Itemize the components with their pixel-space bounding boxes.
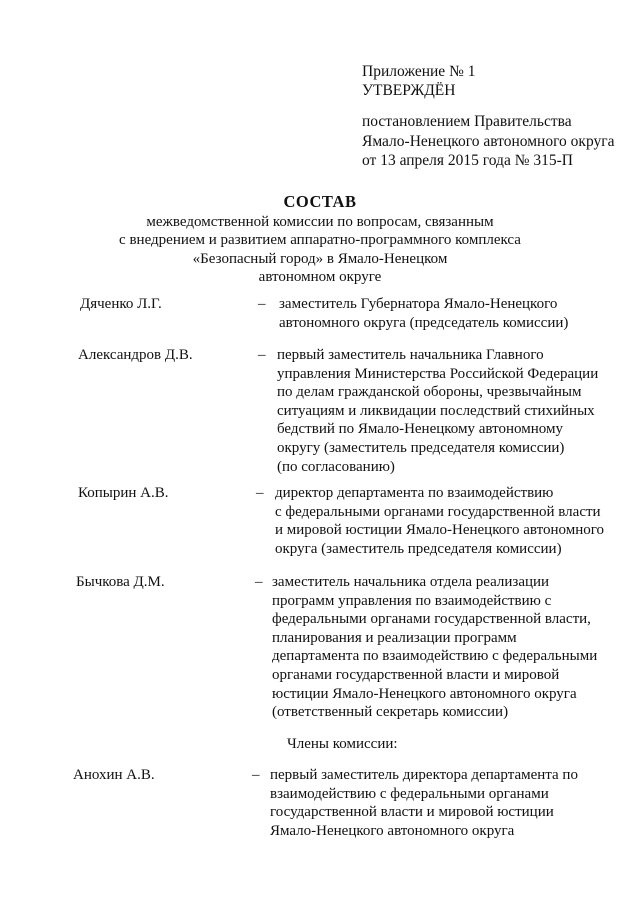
position-line: управления Министерства Российской Федерации	[277, 365, 599, 382]
dash-separator: –	[252, 767, 260, 783]
subtitle-line: межведомственной комиссии по вопросам, связанным	[146, 213, 494, 230]
position-line: первый заместитель директора департамента по	[270, 767, 578, 783]
dash-separator: –	[255, 574, 263, 590]
position-line: с федеральными органами государственной власти	[275, 503, 601, 520]
member-name: Бычкова Д.М.	[76, 574, 165, 590]
decree-reference	[362, 112, 614, 171]
approval-block	[362, 62, 614, 171]
dash-separator: –	[258, 347, 266, 363]
member-name: Анохин А.В.	[73, 767, 155, 783]
dash-separator: –	[256, 485, 264, 501]
position-line: департамента по взаимодействию с федеральными	[272, 648, 598, 665]
member-position	[275, 484, 604, 558]
decree-line: Ямало-Ненецкого автономного округа	[362, 132, 615, 150]
approved-stamp-text: УТВЕРЖДЁН	[362, 82, 456, 99]
position-line: автономного округа (председатель комиссии)	[279, 314, 569, 331]
position-line: ситуациям и ликвидации последствий стихийных	[277, 402, 595, 419]
position-line: и мировой юстиции Ямало-Ненецкого автономного	[275, 522, 605, 539]
position-line: Ямало-Ненецкого автономного округа	[270, 822, 515, 839]
position-line: заместитель Губернатора Ямало-Ненецкого	[279, 296, 558, 312]
document-title-block	[0, 193, 640, 287]
member-name: Дяченко Л.Г.	[80, 296, 162, 312]
position-line: по делам гражданской обороны, чрезвычайным	[277, 384, 582, 401]
dash-separator: –	[258, 296, 266, 312]
position-line: (по согласованию)	[277, 458, 395, 475]
subtitle-line: автономном округе	[258, 269, 382, 285]
member-position	[270, 766, 578, 840]
position-line: органами государственной власти и мировой	[272, 666, 560, 683]
position-line: программ управления по взаимодействию с	[272, 592, 552, 609]
subtitle-line: с внедрением и развитием аппаратно-программного комплекса	[119, 232, 521, 248]
position-line: округу (заместитель председателя комиссии)	[277, 439, 565, 456]
position-line: юстиции Ямало-Ненецкого автономного округа	[272, 685, 577, 702]
position-line: округа (заместитель председателя комиссии)	[275, 540, 562, 557]
decree-line: от 13 апреля 2015 года № 315-П	[362, 152, 573, 169]
position-line: (ответственный секретарь комиссии)	[272, 704, 509, 721]
appendix-number: Приложение № 1	[362, 63, 476, 80]
member-position	[272, 573, 597, 722]
position-line: директор департамента по взаимодействию	[275, 485, 554, 501]
position-line: планирования и реализации программ	[272, 629, 517, 646]
member-name: Александров Д.В.	[78, 347, 193, 363]
member-position	[277, 346, 598, 476]
members-section-label: Члены комиссии:	[287, 736, 398, 752]
member-position	[279, 295, 568, 332]
subtitle-line: «Безопасный город» в Ямало-Ненецком	[192, 250, 448, 267]
document-title: СОСТАВ	[283, 192, 357, 211]
position-line: государственной власти и мировой юстиции	[270, 804, 554, 821]
position-line: взаимодействию с федеральными органами	[270, 785, 549, 802]
position-line: первый заместитель начальника Главного	[277, 347, 544, 363]
position-line: заместитель начальника отдела реализации	[272, 574, 550, 590]
position-line: федеральными органами государственной власти,	[272, 611, 591, 628]
spacer	[362, 100, 614, 112]
decree-line: постановлением Правительства	[362, 113, 572, 130]
member-name: Копырин А.В.	[78, 485, 169, 501]
position-line: бедствий по Ямало-Ненецкому автономному	[277, 421, 563, 438]
